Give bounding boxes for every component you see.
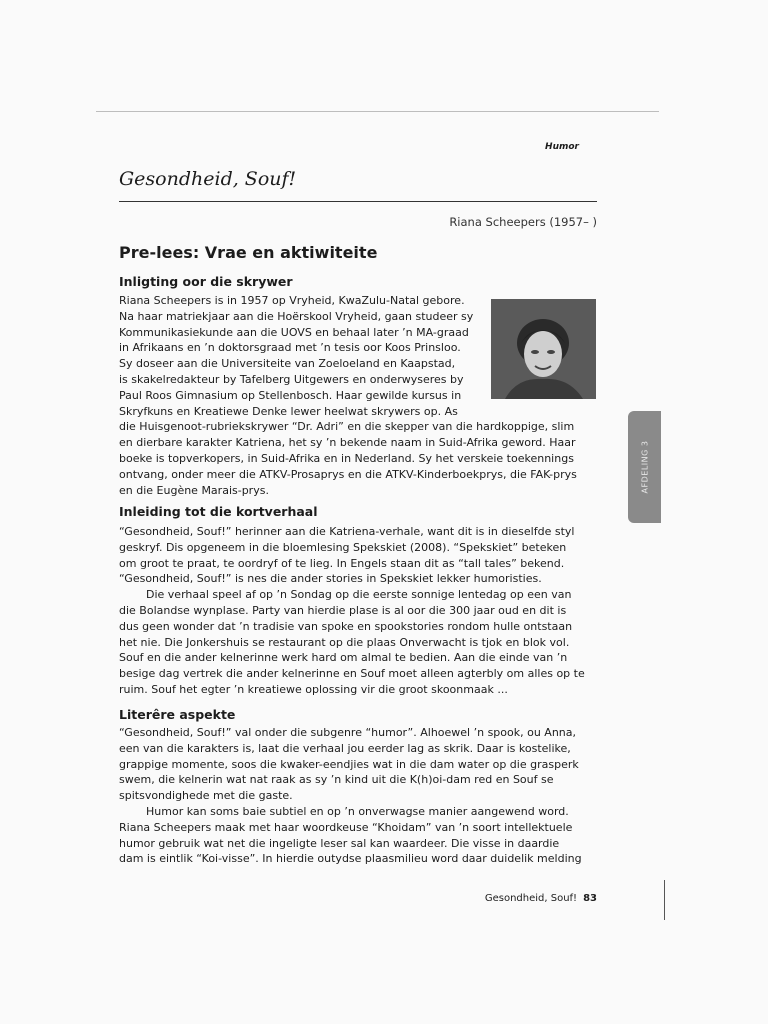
text-line: Na haar matriekjaar aan die Hoërskool Vryheid, gaan studeer sy — [119, 309, 474, 323]
inleiding-heading: Inleiding tot die kortverhaal — [119, 504, 318, 519]
text-line: spitsvondighede met die gaste. — [119, 789, 293, 803]
text-line: grappige momente, soos die kwaker-eendjies wat in die dam water op die grasperk — [119, 757, 579, 771]
text-line: “Gesondheid, Souf!” is nes die ander stories in Spekskiet lekker humoristies. — [119, 572, 542, 586]
text-line: Skryfkuns en Kreatiewe Denke lewer heelwat skrywers op. As — [119, 404, 458, 418]
inleiding-text — [119, 524, 585, 698]
text-line: Riana Scheepers is in 1957 op Vryheid, KwaZulu-Natal gebore. — [119, 294, 465, 307]
text-line: Humor kan soms baie subtiel en op ’n onverwagse manier aangewend word. — [146, 804, 569, 818]
text-line: swem, die kelnerin wat nat raak as sy ’n kind uit die K(h)oi-dam red en Souf se — [119, 773, 554, 787]
text-line: besige dag vertrek die ander kelnerinne en Souf moet alleen agterbly om alles op te — [119, 667, 585, 681]
margin-mark — [664, 880, 665, 920]
text-line: humor gebruik wat net die ingeligte leser sal kan waardeer. Die visse in daardie — [119, 836, 560, 850]
side-tab-label: AFDELING 3 — [640, 440, 649, 494]
text-line: Riana Scheepers maak met haar woordkeuse “Khoidam” van ’n soort intellektuele — [119, 820, 573, 834]
text-line: en die Eugène Marais-prys. — [119, 483, 269, 497]
inligting-heading: Inligting oor die skrywer — [119, 274, 293, 289]
text-line: een van die karakters is, laat die verhaal jou eerder lag as skrik. Daar is kostelike, — [119, 741, 571, 755]
section-side-tab — [628, 411, 661, 523]
text-line: in Afrikaans en ’n doktorsgraad met ’n tesis oor Koos Prinsloo. — [119, 341, 461, 355]
story-title: Gesondheid, Souf! — [119, 168, 297, 190]
text-line: is skakelredakteur by Tafelberg Uitgewers en onderwyseres by — [119, 372, 464, 386]
page-number: 83 — [583, 893, 597, 904]
text-line: ruim. Souf het egter ’n kreatiewe oplossing vir die groot skoonmaak ... — [119, 682, 508, 696]
literere-text — [119, 725, 582, 867]
text-line: om groot te praat, te oordryf of te lieg. In Engels staan dit as “tall tales” bekend. — [119, 556, 565, 570]
text-line: geskryf. Dis opgeneem in die bloemlesing Spekskiet (2008). “Spekskiet” beteken — [119, 540, 567, 554]
text-line: die Huisgenoot-rubriekskrywer “Dr. Adri” en die skepper van die hardkoppige, slim — [119, 420, 575, 434]
text-line: dus geen wonder dat ’n tradisie van spoke en spookstories rondom hulle ontstaan — [119, 619, 573, 633]
page-footer — [485, 893, 597, 904]
text-line: het nie. Die Jonkershuis se restaurant op die plaas Onverwacht is tjok en blok vol. — [119, 635, 570, 649]
inligting-text — [119, 293, 577, 498]
text-line: die Bolandse wynplase. Party van hierdie plase is al oor die 300 jaar oud en dit is — [119, 603, 567, 617]
section-label: Humor — [545, 142, 579, 152]
running-title: Gesondheid, Souf! — [484, 893, 578, 904]
text-line: Paul Roos Gimnasium op Stellenbosch. Haar gewilde kursus in — [119, 388, 462, 402]
author-line: Riana Scheepers (1957– ) — [449, 215, 597, 229]
literere-heading: Literêre aspekte — [119, 707, 236, 722]
text-line: “Gesondheid, Souf!” val onder die subgenre “humor”. Alhoewel ’n spook, ou Anna, — [119, 726, 577, 739]
page-edge-line — [96, 111, 659, 112]
text-line: dam is eintlik “Koi-visse”. In hierdie outydse plaasmilieu word daar duidelik melding — [119, 852, 582, 866]
text-line: Souf en die ander kelnerinne werk hard om almal te bedien. Aan die einde van ’n — [119, 651, 568, 665]
prelees-heading: Pre-lees: Vrae en aktiwiteite — [119, 243, 378, 262]
text-line: Kommunikasiekunde aan die UOVS en behaal later ’n MA-graad — [119, 325, 469, 339]
text-line: boeke is topverkopers, in Suid-Afrika en in Nederland. Sy het verskeie toekennings — [119, 451, 574, 465]
title-rule — [119, 201, 597, 202]
text-line: “Gesondheid, Souf!” herinner aan die Katriena-verhale, want dit is in dieselfde styl — [119, 525, 575, 538]
text-line: en dierbare karakter Katriena, het sy ’n bekende naam in Suid-Afrika geword. Haar — [119, 436, 576, 450]
text-line: Sy doseer aan die Universiteite van Zoeloeland en Kaapstad, — [119, 357, 456, 371]
text-line: ontvang, onder meer die ATKV-Prosaprys en die ATKV-Kinderboekprys, die FAK-prys — [119, 467, 577, 481]
text-line: Die verhaal speel af op ’n Sondag op die eerste sonnige lentedag op een van — [146, 588, 572, 602]
